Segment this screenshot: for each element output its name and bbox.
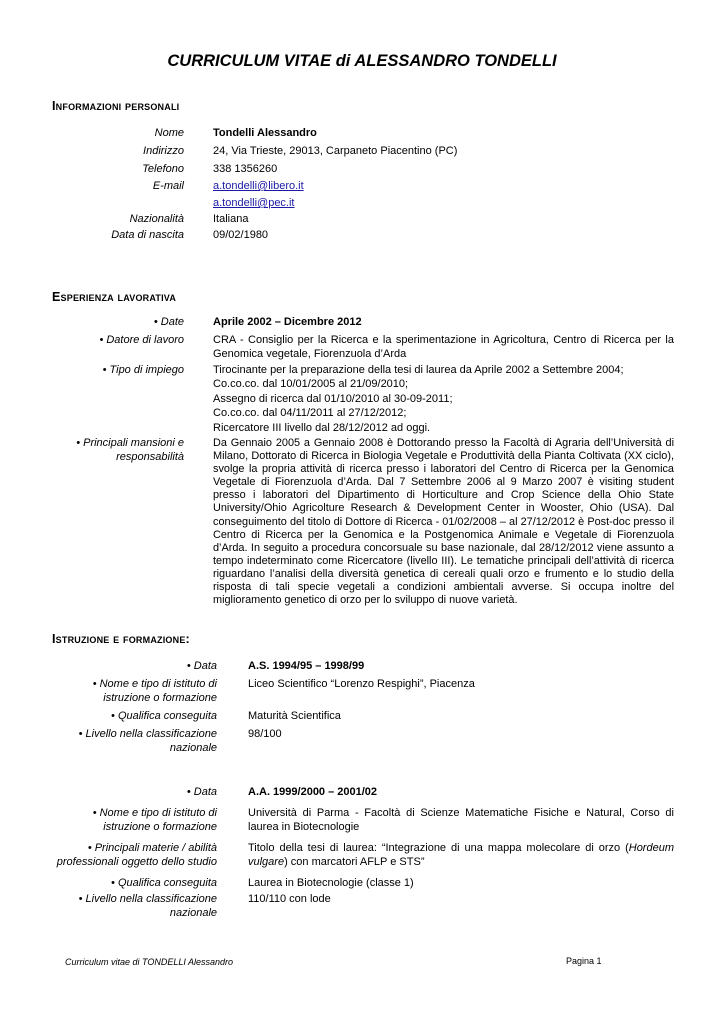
footer-left: Curriculum vitae di TONDELLI Alessandro — [65, 957, 234, 967]
job-type-label: • Tipo di impiego — [102, 364, 184, 376]
job-type-line: Tirocinante per la preparazione della tesi di laurea da Aprile 2002 a Settembre 2004; — [213, 364, 624, 376]
job-type-line: Co.co.co. dal 10/01/2005 al 21/09/2010; — [213, 378, 409, 390]
edu2-subjects-value — [248, 842, 674, 869]
birth-label: Data di nascita — [111, 229, 184, 241]
duties-label-line: • Principali mansioni e — [76, 437, 184, 449]
job-type-line: Ricercatore III livello dal 28/12/2012 ad oggi. — [213, 422, 431, 434]
edu2-subjects-text: Titolo della tesi di laurea: “Integrazione di una mappa molecolare di orzo ( — [248, 842, 629, 854]
name-value: Tondelli Alessandro — [213, 127, 317, 139]
edu2-subjects-label-line: • Principali materie / abilità — [87, 842, 217, 854]
edu2-level-value: 110/110 con lode — [248, 893, 331, 905]
edu2-subjects-label-line: professionali oggetto dello studio — [56, 855, 217, 868]
job-type-line: Co.co.co. dal 04/11/2011 al 27/12/2012; — [213, 407, 407, 419]
edu1-institution-value: Liceo Scientifico “Lorenzo Respighi”, Piacenza — [248, 678, 475, 690]
edu1-qualification-label: • Qualifica conseguita — [111, 710, 217, 722]
address-label: Indirizzo — [143, 145, 184, 157]
edu1-qualification-value: Maturità Scientifica — [248, 710, 341, 722]
edu2-institution-label-line: istruzione o formazione — [103, 820, 217, 833]
employer-value: CRA - Consiglio per la Ricerca e la sperimentazione in Agricoltura, Centro di Ricerca per la Genomica vegetale, Fiorenzuola d’Arda — [213, 334, 674, 360]
page-title: CURRICULUM VITAE di ALESSANDRO TONDELLI — [167, 52, 557, 70]
edu2-subjects-label — [57, 842, 217, 869]
edu2-institution-label — [93, 807, 217, 834]
section-heading-personal: Informazioni personali — [52, 99, 180, 113]
address-value: 24, Via Trieste, 29013, Carpaneto Piacentino (PC) — [213, 145, 458, 157]
edu2-institution-value: Università di Parma - Facoltà di Scienze Matematiche Fisiche e Natural, Corso di laurea in Biotecnologie — [248, 807, 674, 833]
edu1-level-value: 98/100 — [248, 728, 282, 740]
edu2-level-label-line: • Livello nella classificazione — [78, 893, 217, 905]
birth-value: 09/02/1980 — [213, 229, 269, 241]
edu2-qualification-label: • Qualifica conseguita — [111, 877, 217, 889]
name-label: Nome — [154, 127, 184, 139]
section-heading-education: Istruzione e formazione: — [52, 632, 190, 646]
edu2-date-label: • Data — [186, 786, 217, 798]
edu1-date-value: A.S. 1994/95 – 1998/99 — [248, 660, 365, 672]
edu1-level-label — [79, 728, 217, 755]
section-heading-work: Esperienza lavorativa — [52, 290, 177, 304]
page-number: Pagina 1 — [566, 956, 602, 966]
work-date-value: Aprile 2002 – Dicembre 2012 — [213, 316, 362, 328]
duties-value: Da Gennaio 2005 a Gennaio 2008 è Dottorando presso la Facoltà di Agraria dell’Università di Milano, Dottorato di Ricerca in Biologia Vegetale e Produttività della Pianta Coltivata (XX ciclo), svolge la propria attività di ricerca presso i laboratori del Centro di Ricerca per la Genomica Vegetale di Fiorenzuola d’Arda. Dal 7 Settembre 2006 al 9 Marzo 2007 è visiting student presso i laboratori del Dipartimento di Horticulture and Crop Science della Ohio State University/Ohio Agricolture Research & Development Center in Wooster, Ohio (USA). Dal conseguimento del titolo di Dottore di Ricerca - 01/02/2008 – al 27/12/2012 è Post-doc presso il Centro di Ricerca per la Genomica e la Postgenomica Animale e Vegetale di Fiorenzuola d’Arda. In seguito a procedura concorsuale su base nazionale, dal 28/12/2012 viene assunto a tempo indeterminato come Ricercatore (livello III). Le tematiche principali dell’attività di ricerca riguardano l’analisi della diversità genetica di cereali quali orzo e frumento e lo studio della risposta di tali specie vegetali a condizioni ambientali avverse. Si occupa inoltre del miglioramento genetico di orzo per lo sviluppo di nuove varietà. — [213, 437, 674, 607]
edu1-institution-label-line: istruzione o formazione — [103, 691, 217, 704]
nationality-value: Italiana — [213, 213, 249, 225]
employer-label: • Datore di lavoro — [99, 334, 184, 346]
edu2-level-label — [79, 893, 217, 920]
email-link-pec[interactable]: a.tondelli@pec.it — [213, 197, 295, 209]
nationality-label: Nazionalità — [129, 213, 184, 225]
edu1-date-label: • Data — [186, 660, 217, 672]
work-date-label: • Date — [153, 316, 184, 328]
edu1-level-label-line: • Livello nella classificazione — [78, 728, 217, 740]
edu2-subjects-species: Hordeum vulgare — [248, 842, 674, 868]
phone-label: Telefono — [142, 163, 184, 175]
edu1-institution-label — [93, 678, 217, 705]
duties-label — [76, 437, 184, 464]
edu2-level-label-line: nazionale — [169, 906, 217, 919]
edu2-subjects-text: ) con marcatori AFLP e STS” — [284, 855, 425, 868]
job-type-line: Assegno di ricerca dal 01/10/2010 al 30-09-2011; — [213, 393, 453, 405]
email-link-primary[interactable]: a.tondelli@libero.it — [213, 180, 304, 192]
edu2-date-value: A.A. 1999/2000 – 2001/02 — [248, 786, 378, 798]
duties-label-line: responsabilità — [116, 450, 184, 463]
edu2-qualification-value: Laurea in Biotecnologie (classe 1) — [248, 877, 414, 889]
edu1-level-label-line: nazionale — [169, 741, 217, 754]
email-label: E-mail — [152, 180, 184, 192]
phone-value: 338 1356260 — [213, 163, 278, 175]
edu1-institution-label-line: • Nome e tipo di istituto di — [92, 678, 217, 690]
edu2-institution-label-line: • Nome e tipo di istituto di — [92, 807, 217, 819]
